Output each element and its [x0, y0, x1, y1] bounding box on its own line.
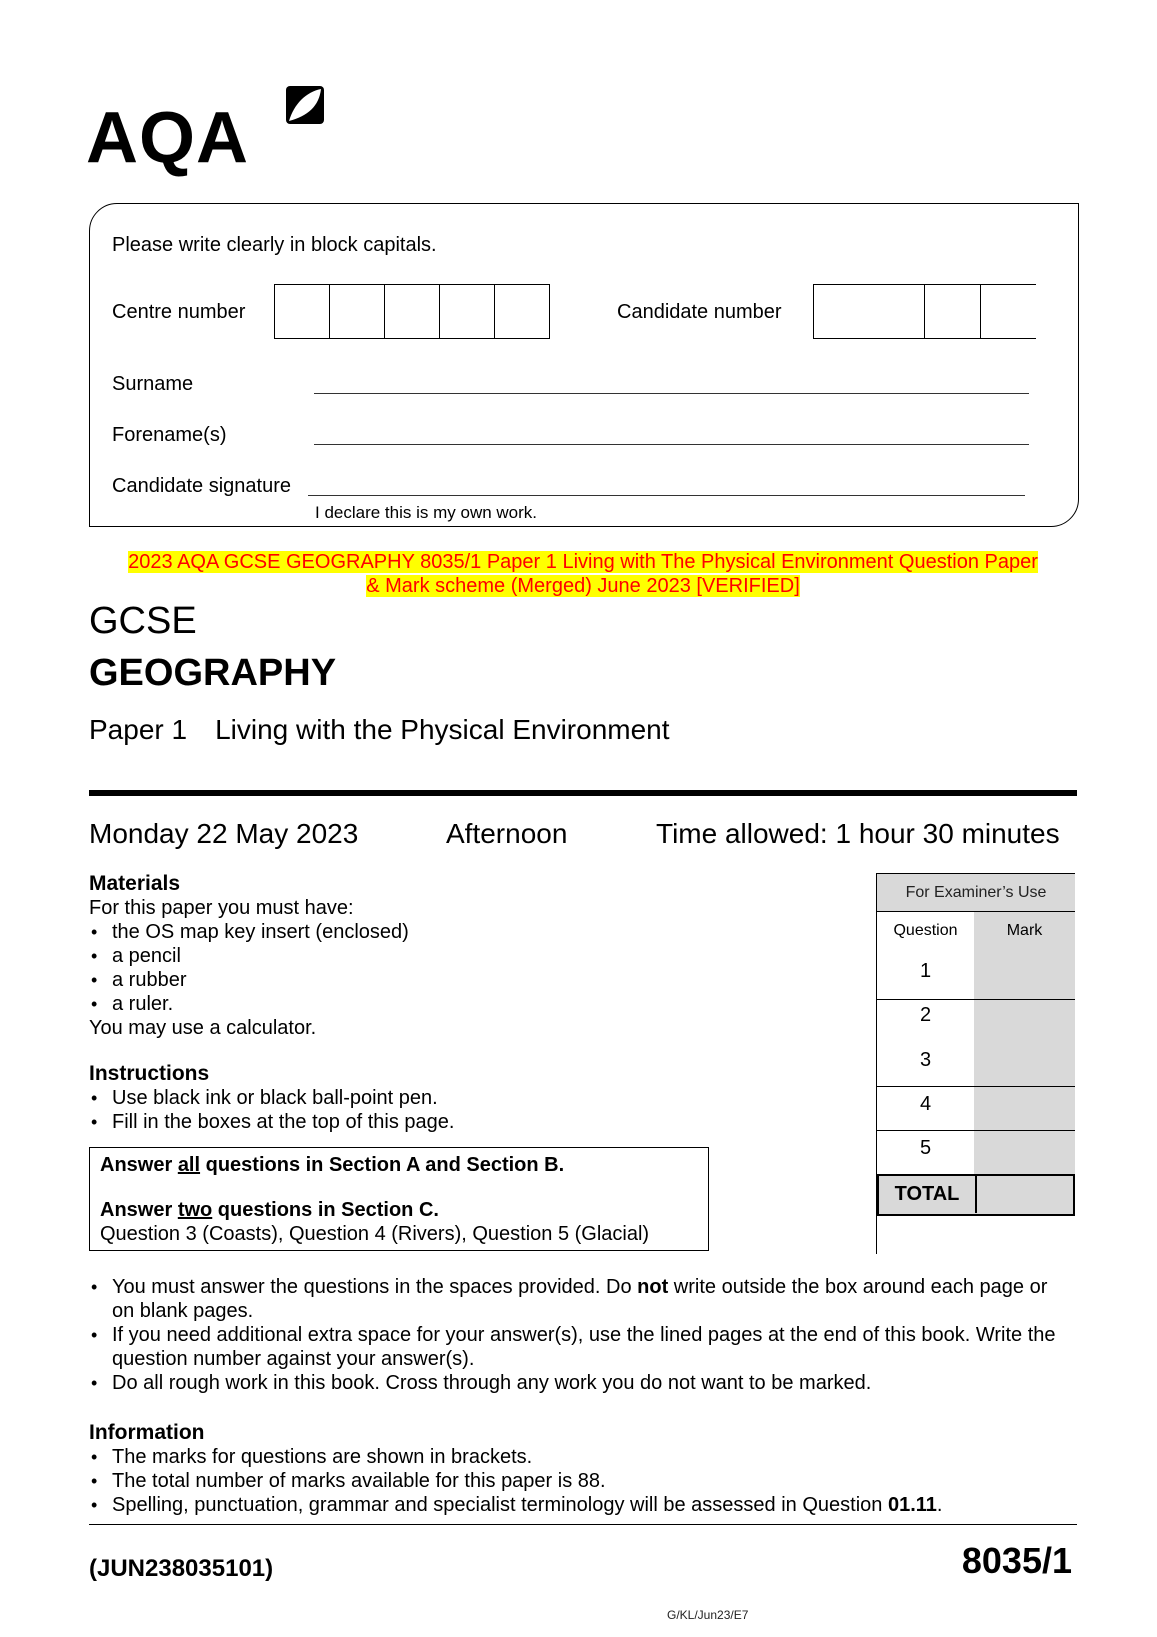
- centre-number-label: Centre number: [112, 301, 246, 323]
- aqa-logo: [86, 86, 326, 176]
- information-heading: Information: [89, 1421, 205, 1444]
- examiner-table-heading: For Examiner’s Use: [877, 873, 1075, 912]
- section-answer-box: [89, 1147, 709, 1251]
- time-allowed: Time allowed: 1 hour 30 minutes: [656, 818, 1060, 849]
- list-item: • The marks for questions are shown in brackets.: [89, 1445, 1069, 1469]
- additional-instructions: [89, 1275, 1059, 1395]
- candidate-number-label: Candidate number: [617, 301, 782, 323]
- instructions-heading: Instructions: [89, 1062, 210, 1085]
- centre-digit-box[interactable]: [275, 284, 330, 339]
- document-title-banner: [89, 550, 1077, 598]
- question-column-header: Question: [893, 922, 958, 939]
- materials-heading: Materials: [89, 872, 181, 895]
- banner-line-1: 2023 AQA GCSE GEOGRAPHY 8035/1 Paper 1 Living with The Physical Environment Question Paper: [128, 551, 1038, 573]
- calculator-note: You may use a calculator.: [89, 1017, 317, 1039]
- declaration-text: I declare this is my own work.: [315, 503, 538, 522]
- total-label: TOTAL: [879, 1176, 977, 1213]
- materials-intro: For this paper you must have:: [89, 897, 354, 919]
- signature-field[interactable]: [308, 494, 1025, 496]
- list-item: • Fill in the boxes at the top of this page.: [89, 1110, 789, 1134]
- leaf-icon: [286, 86, 324, 124]
- list-item: • Do all rough work in this book. Cross through any work you do not want to be marked.: [89, 1371, 1059, 1395]
- centre-digit-box[interactable]: [385, 284, 440, 339]
- list-item: • a rubber: [89, 968, 789, 992]
- mark-column: [974, 912, 1075, 1174]
- forenames-label: Forename(s): [112, 424, 227, 446]
- list-item: • If you need additional extra space for your answer(s), use the lined pages at the end of this book. Write the question number against your answer(s).: [89, 1323, 1059, 1371]
- block-capitals-instruction: Please write clearly in block capitals.: [112, 234, 437, 256]
- subject-title: GEOGRAPHY: [89, 652, 337, 694]
- document-reference: G/KL/Jun23/E7: [667, 1608, 749, 1622]
- instructions-list: [89, 1086, 789, 1134]
- instructions-section: [89, 1062, 789, 1134]
- paper-name: Living with the Physical Environment: [215, 714, 670, 745]
- section-c-options: Question 3 (Coasts), Question 4 (Rivers), Question 5 (Glacial): [100, 1223, 650, 1245]
- paper-code: 8035/1: [961, 1540, 1072, 1581]
- question-number: 1: [919, 960, 932, 982]
- list-item: • Use black ink or black ball-point pen.: [89, 1086, 789, 1110]
- list-item: • Spelling, punctuation, grammar and specialist terminology will be assessed in Question 01.11.: [89, 1493, 1069, 1517]
- exam-date: Monday 22 May 2023: [89, 818, 359, 849]
- qualification-title: GCSE: [89, 600, 197, 642]
- footer-divider: [89, 1524, 1077, 1525]
- list-item: • a ruler.: [89, 992, 789, 1016]
- materials-section: [89, 872, 789, 1040]
- paper-number: Paper 1: [89, 714, 188, 745]
- examiner-use-table: [876, 873, 1075, 1254]
- list-item: • The total number of marks available for this paper is 88.: [89, 1469, 1069, 1493]
- candidate-number-boxes[interactable]: [813, 284, 1036, 339]
- divider: [89, 790, 1077, 796]
- answer-rule-section-c: Answer two questions in Section C.: [100, 1199, 439, 1221]
- logo-text: AQA: [86, 98, 249, 178]
- total-row: [877, 1174, 1075, 1216]
- candidate-digit-box[interactable]: [814, 284, 925, 339]
- exam-session: Afternoon: [446, 818, 568, 849]
- list-item: • the OS map key insert (enclosed): [89, 920, 789, 944]
- barcode-reference: (JUN238035101): [89, 1555, 274, 1582]
- mark-column-header: Mark: [1006, 922, 1043, 939]
- paper-title: [89, 714, 670, 746]
- banner-line-2: & Mark scheme (Merged) June 2023 [VERIFIED]: [366, 575, 800, 597]
- candidate-digit-box[interactable]: [981, 284, 1036, 339]
- centre-digit-box[interactable]: [440, 284, 495, 339]
- centre-digit-box[interactable]: [495, 284, 550, 339]
- forenames-field[interactable]: [314, 443, 1029, 445]
- question-number: 2: [919, 1004, 932, 1026]
- answer-rule-sections-ab: Answer all questions in Section A and Section B.: [100, 1154, 565, 1176]
- question-number: 3: [919, 1049, 932, 1071]
- candidate-digit-box[interactable]: [925, 284, 981, 339]
- surname-label: Surname: [112, 373, 194, 395]
- list-item: • You must answer the questions in the spaces provided. Do not write outside the box around each page or on blank pages.: [89, 1275, 1059, 1323]
- list-item: • a pencil: [89, 944, 789, 968]
- materials-list: [89, 920, 789, 1016]
- surname-field[interactable]: [314, 392, 1029, 394]
- question-number: 5: [919, 1137, 932, 1159]
- signature-label: Candidate signature: [112, 475, 292, 497]
- question-number: 4: [919, 1093, 932, 1115]
- centre-number-boxes[interactable]: [274, 284, 550, 339]
- centre-digit-box[interactable]: [330, 284, 385, 339]
- information-section: [89, 1421, 1069, 1517]
